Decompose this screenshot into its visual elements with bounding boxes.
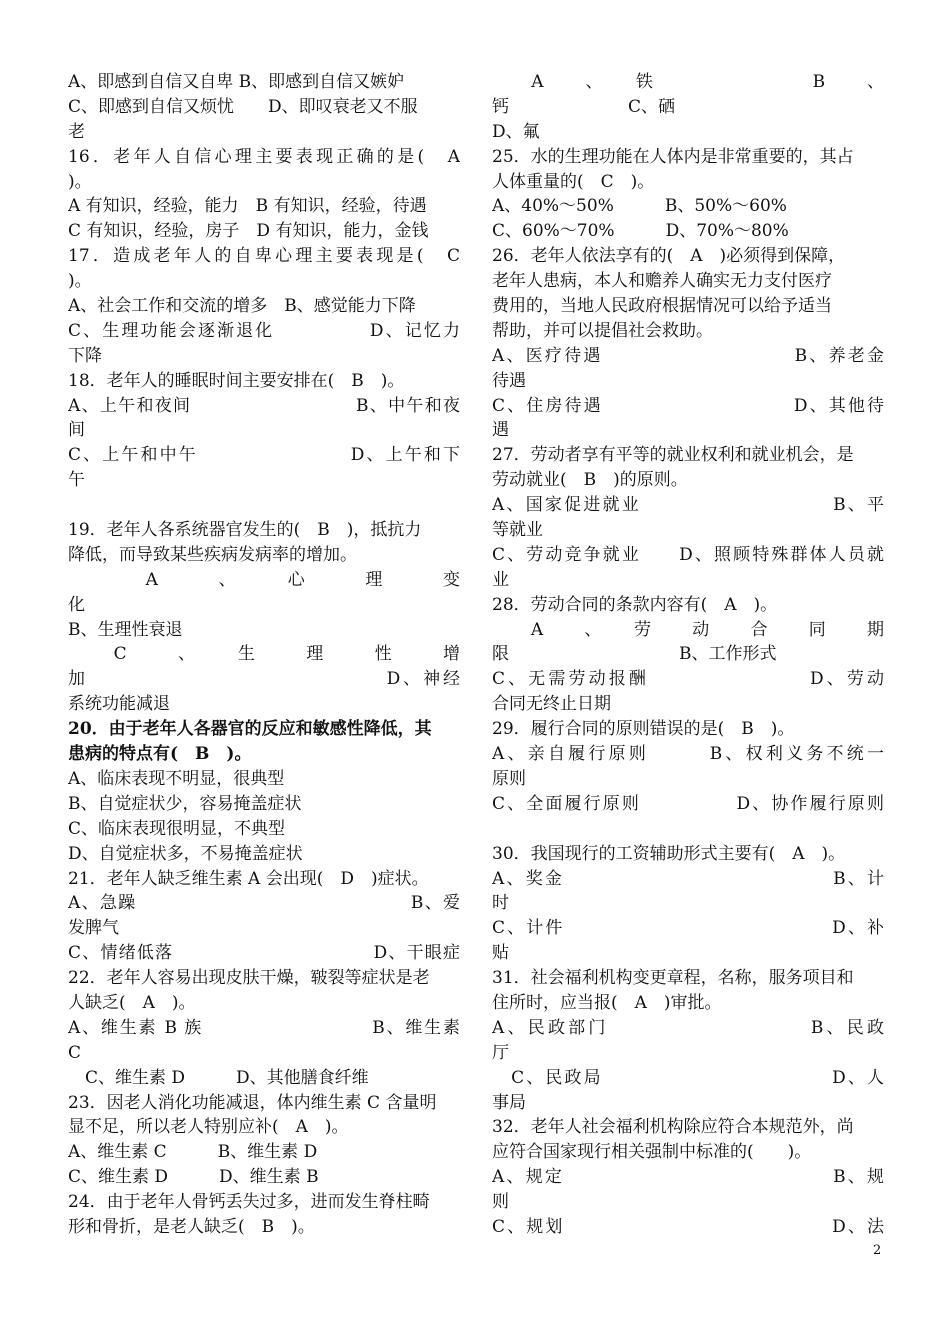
text-line: C 、 生 理 性 增 — [68, 644, 460, 665]
text-line: A 有知识，经验，能力 B 有知识，经验，待遇 — [68, 196, 427, 217]
text-line: 27．劳动者享有平等的就业权利和就业机会，是 — [492, 445, 854, 466]
text-line: 限 B、工作形式 — [492, 644, 777, 665]
text-line: )。 — [68, 171, 92, 192]
text-line: A、亲自履行原则 B、权利义务不统一 — [492, 744, 884, 765]
text-line: C、维生素 D D、其他膳食纤维 — [68, 1067, 369, 1088]
text-line: C、60%～70% D、70%～80% — [492, 221, 789, 242]
text-line: A、40%～50% B、50%～60% — [492, 196, 787, 217]
text-line: 间 — [68, 420, 85, 441]
text-line: 厅 — [492, 1042, 509, 1063]
text-line: 老年人患病，本人和赡养人确实无力支付医疗 — [492, 271, 832, 292]
blank-line — [68, 493, 460, 518]
text-line: 降低，而导致某些疾病发病率的增加。 — [68, 544, 357, 565]
text-line: 午 — [68, 470, 85, 491]
text-line: 人缺乏( A )。 — [68, 992, 196, 1013]
text-line: A、民政部门 B、民政 — [492, 1017, 884, 1038]
text-line: C、临床表现很明显，不典型 — [68, 818, 286, 839]
text-line: 老 — [68, 121, 85, 142]
text-line: C、劳动竞争就业 D、照顾特殊群体人员就 — [492, 544, 884, 565]
text-line: C、民政局 D、人 — [492, 1067, 884, 1088]
text-line: B、生理性衰退 — [68, 619, 183, 640]
text-line: 贴 — [492, 943, 509, 964]
text-line: 20．由于老年人各器官的反应和敏感性降低，其 — [68, 719, 432, 740]
text-line: 遇 — [492, 420, 509, 441]
blank-line — [492, 817, 884, 842]
text-line: 形和骨折，是老人缺乏( B )。 — [68, 1216, 315, 1237]
text-line: 应符合国家现行相关强制中标准的( )。 — [492, 1142, 812, 1163]
right-column — [492, 70, 884, 1240]
page-number: 2 — [873, 1243, 882, 1258]
text-line: A、国家促进就业 B、平 — [492, 495, 884, 516]
text-line: A 、 劳 动 合 同 期 — [492, 619, 884, 640]
text-line: 帮助，并可以提倡社会救助。 — [492, 320, 713, 341]
text-line: 显不足，所以老人特别应补( A )。 — [68, 1117, 349, 1138]
text-line: C — [68, 1042, 82, 1063]
text-line: C、上午和中午 D、上午和下 — [68, 445, 460, 466]
text-line: 18．老年人的睡眠时间主要安排在( B )。 — [68, 370, 405, 391]
text-line: A 、 心 理 变 — [68, 569, 460, 590]
text-line: C、住房待遇 D、其他待 — [492, 395, 884, 416]
text-line: C、情绪低落 D、干眼症 — [68, 943, 460, 964]
text-line: D、氟 — [492, 121, 540, 142]
text-line: 合同无终止日期 — [492, 694, 611, 715]
text-line: 29．履行合同的原则错误的是( B )。 — [492, 719, 795, 740]
text-line: C、即感到自信又烦忧 D、即叹衰老又不服 — [68, 96, 418, 117]
text-line: A、即感到自信又自卑 B、即感到自信又嫉妒 — [68, 72, 405, 92]
text-line: A、上午和夜间 B、中午和夜 — [68, 395, 460, 416]
text-line: 26．老年人依法享有的( A )必须得到保障， — [492, 246, 846, 267]
text-line: B、自觉症状少，容易掩盖症状 — [68, 793, 302, 814]
text-line: 化 — [68, 594, 85, 615]
text-line: 则 — [492, 1192, 509, 1213]
text-line: A、奖金 B、计 — [492, 868, 884, 889]
text-line: 31．社会福利机构变更章程，名称，服务项目和 — [492, 968, 854, 989]
text-line: 32．老年人社会福利机构除应符合本规范外，尚 — [492, 1117, 854, 1138]
text-line: C、无需劳动报酬 D、劳动 — [492, 669, 884, 690]
text-line: 19．老年人各系统器官发生的( B )，抵抗力 — [68, 520, 422, 541]
text-line: C、全面履行原则 D、协作履行原则 — [492, 793, 884, 814]
text-line: A、维生素 C B、维生素 D — [68, 1142, 318, 1163]
text-line: 22．老年人容易出现皮肤干燥，皲裂等症状是老 — [68, 968, 430, 989]
text-line: 人体重量的( C )。 — [492, 171, 655, 192]
text-line: A、社会工作和交流的增多 B、感觉能力下降 — [68, 296, 416, 317]
text-line: 费用的，当地人民政府根据情况可以给予适当 — [492, 296, 832, 317]
text-line: 住所时，应当报( A )审批。 — [492, 992, 722, 1013]
text-line: C、维生素 D D、维生素 B — [68, 1167, 319, 1188]
text-line: D、自觉症状多，不易掩盖症状 — [68, 843, 303, 864]
text-line: 17．造成老年人的自卑心理主要表现是( C — [68, 246, 460, 267]
text-line: 钙 C、硒 — [492, 96, 676, 117]
text-line: A 、 铁 B 、 — [492, 72, 884, 92]
text-line: A、医疗待遇 B、养老金 — [492, 345, 884, 366]
text-line: C、规划 D、法 — [492, 1216, 884, 1237]
text-line: 21．老年人缺乏维生素 A 会出现( D )症状。 — [68, 868, 429, 889]
left-column — [68, 70, 460, 1240]
text-line: C 有知识，经验，房子 D 有知识，能力，金钱 — [68, 221, 429, 242]
text-line: A、维生素 B 族 B、维生素 — [68, 1017, 460, 1038]
text-line: 原则 — [492, 768, 526, 789]
text-line: 加 D、神经 — [68, 669, 460, 690]
text-line: 待遇 — [492, 370, 526, 391]
text-line: 等就业 — [492, 520, 543, 541]
text-line: 劳动就业( B )的原则。 — [492, 470, 688, 491]
text-line: 30．我国现行的工资辅助形式主要有( A )。 — [492, 843, 846, 864]
text-line: 系统功能减退 — [68, 694, 170, 715]
text-line: 28．劳动合同的条款内容有( A )。 — [492, 594, 778, 615]
text-line: A、急躁 B、爱 — [68, 893, 460, 914]
text-line: 16．老年人自信心理主要表现正确的是( A — [68, 146, 460, 167]
text-line: 发脾气 — [68, 918, 119, 939]
text-line: 时 — [492, 893, 509, 914]
text-line: 下降 — [68, 345, 102, 366]
text-line: 24．由于老年人骨钙丢失过多，进而发生脊柱畸 — [68, 1192, 430, 1213]
text-line: A、临床表现不明显，很典型 — [68, 768, 285, 789]
text-line: 业 — [492, 569, 509, 590]
text-line: C、生理功能会逐渐退化 D、记忆力 — [68, 320, 460, 341]
text-line: 25．水的生理功能在人体内是非常重要的，其占 — [492, 146, 854, 167]
text-line: A、规定 B、规 — [492, 1167, 884, 1188]
text-line: 事局 — [492, 1092, 526, 1113]
text-line: 23．因老人消化功能减退，体内维生素 C 含量明 — [68, 1092, 437, 1113]
text-line: C、计件 D、补 — [492, 918, 884, 939]
text-line: 患病的特点有( B )。 — [68, 744, 252, 765]
text-line: )。 — [68, 271, 92, 292]
